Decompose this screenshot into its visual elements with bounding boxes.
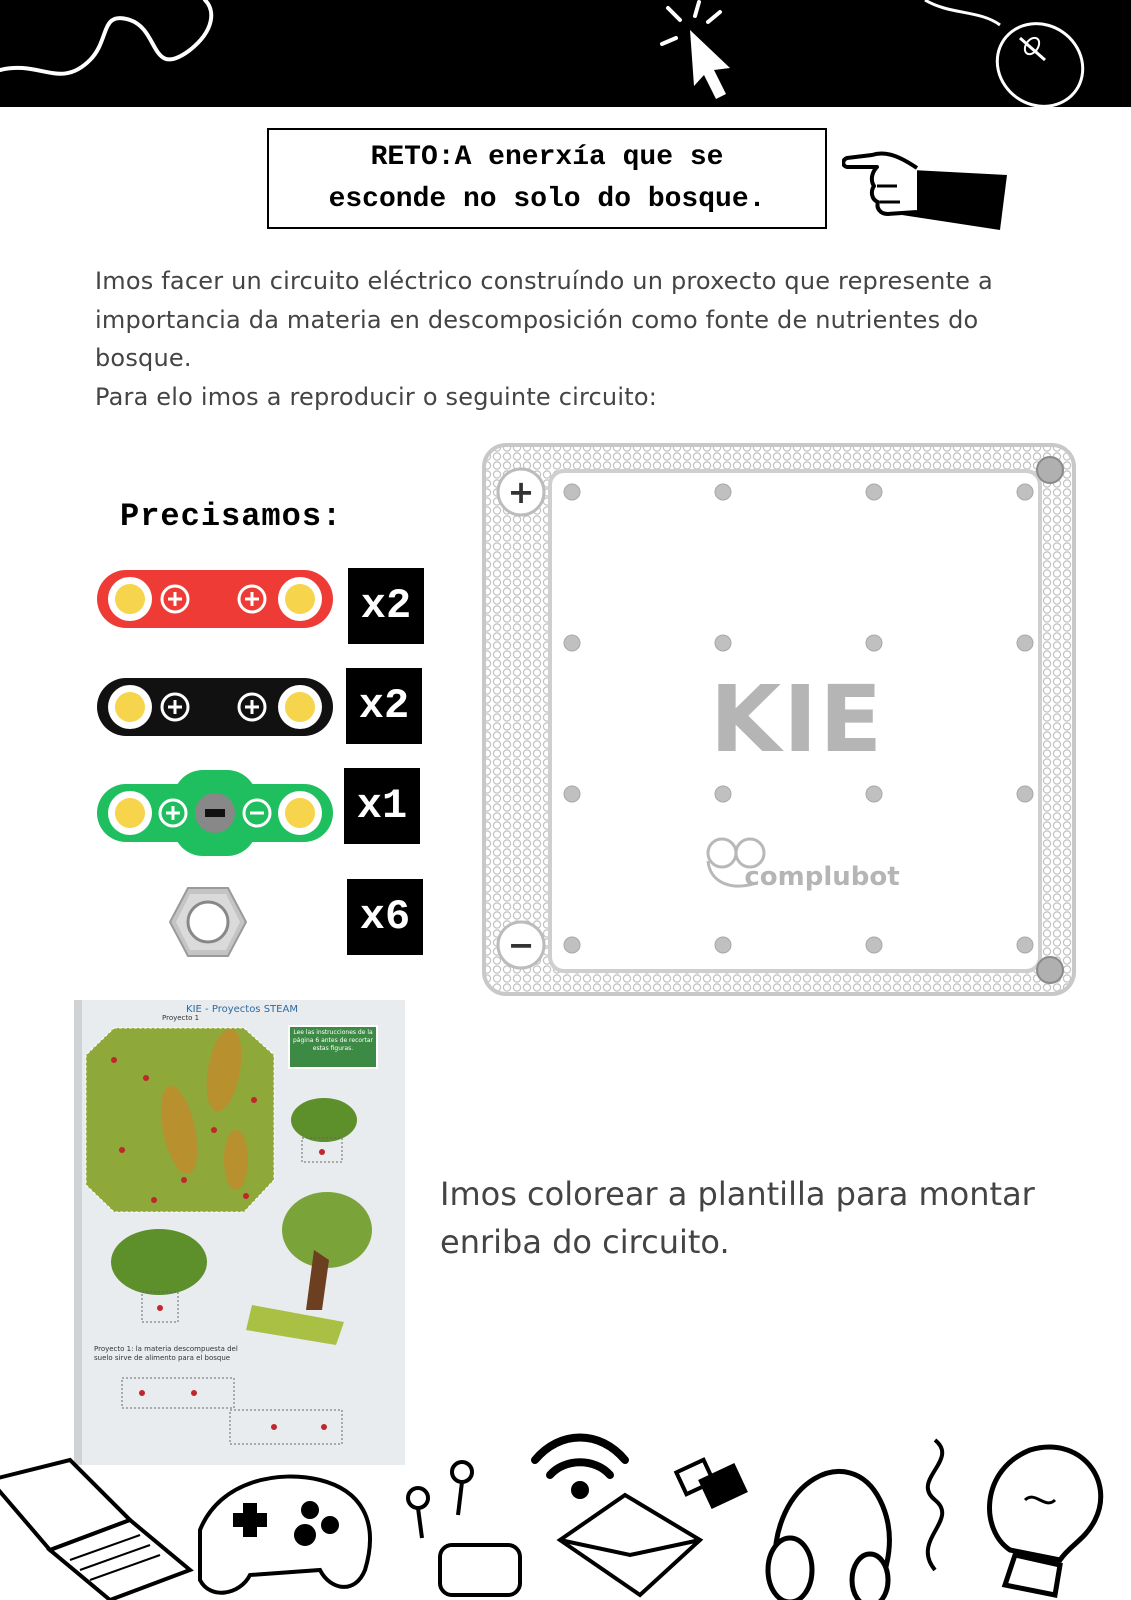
envelope-icon	[560, 1495, 700, 1595]
earbuds-icon	[408, 1462, 520, 1595]
hex-nut-icon	[168, 886, 248, 958]
minus-symbol: −	[507, 926, 535, 964]
headphones-icon	[768, 1471, 889, 1600]
black-connector-icon	[95, 676, 335, 738]
green-led-connector-quantity: x1	[344, 768, 420, 844]
bottom-doodles	[0, 1420, 1131, 1600]
lightbulb-icon	[990, 1447, 1101, 1595]
challenge-line-2: esconde no solo do bosque.	[328, 183, 766, 215]
challenge-line-1: RETO:A enerxía que se	[370, 141, 724, 173]
template-project: Proyecto 1	[162, 1014, 200, 1022]
top-doodles	[0, 0, 1131, 107]
intro-paragraph-2: Para elo imos a reproducir o seguinte circuito:	[95, 382, 657, 411]
green-led-connector-icon	[95, 770, 335, 856]
gamepad-icon	[200, 1477, 370, 1593]
mouse-icon	[925, 0, 1099, 107]
plus-symbol: +	[507, 473, 535, 511]
materials-title: Precisamos:	[120, 498, 343, 535]
intro-text	[95, 262, 1055, 416]
intro-paragraph-1: Imos facer un circuito eléctrico construíndo un proxecto que represente a importancia da materia en descomposición como fonte de nutrientes do bosque.	[95, 267, 993, 372]
template-sheet-photo	[74, 1000, 405, 1465]
plus-terminal-icon	[498, 469, 544, 515]
complubot-brand: complubot	[744, 862, 900, 892]
pointing-hand-icon	[842, 140, 1012, 235]
hex-nut-quantity: x6	[347, 879, 423, 955]
challenge-title	[267, 128, 827, 229]
template-caption: Proyecto 1: la materia descompuesta del suelo sirve de alimento para el bosque	[94, 1345, 238, 1362]
red-connector-quantity: x2	[348, 568, 424, 644]
template-header: KIE - Proyectos STEAM	[186, 1004, 298, 1015]
cable-doodle	[0, 0, 211, 74]
wifi-icon	[535, 1438, 625, 1496]
template-note: Imos colorear a plantilla para montar enriba do circuito.	[440, 1175, 1035, 1261]
circuit-board	[482, 443, 1076, 996]
cursor-icon	[662, 2, 730, 99]
template-bubble: Lee las instrucciones de la página 6 antes de recortar estas figuras.	[293, 1029, 373, 1052]
kie-logo: KIE	[709, 666, 885, 773]
cable-doodle-bottom	[928, 1440, 942, 1570]
minus-terminal-icon	[498, 922, 544, 968]
usb-drive-icon	[676, 1460, 745, 1507]
red-connector-icon	[95, 568, 335, 630]
black-connector-quantity: x2	[346, 668, 422, 744]
top-banner	[0, 0, 1131, 107]
laptop-icon	[0, 1460, 190, 1600]
